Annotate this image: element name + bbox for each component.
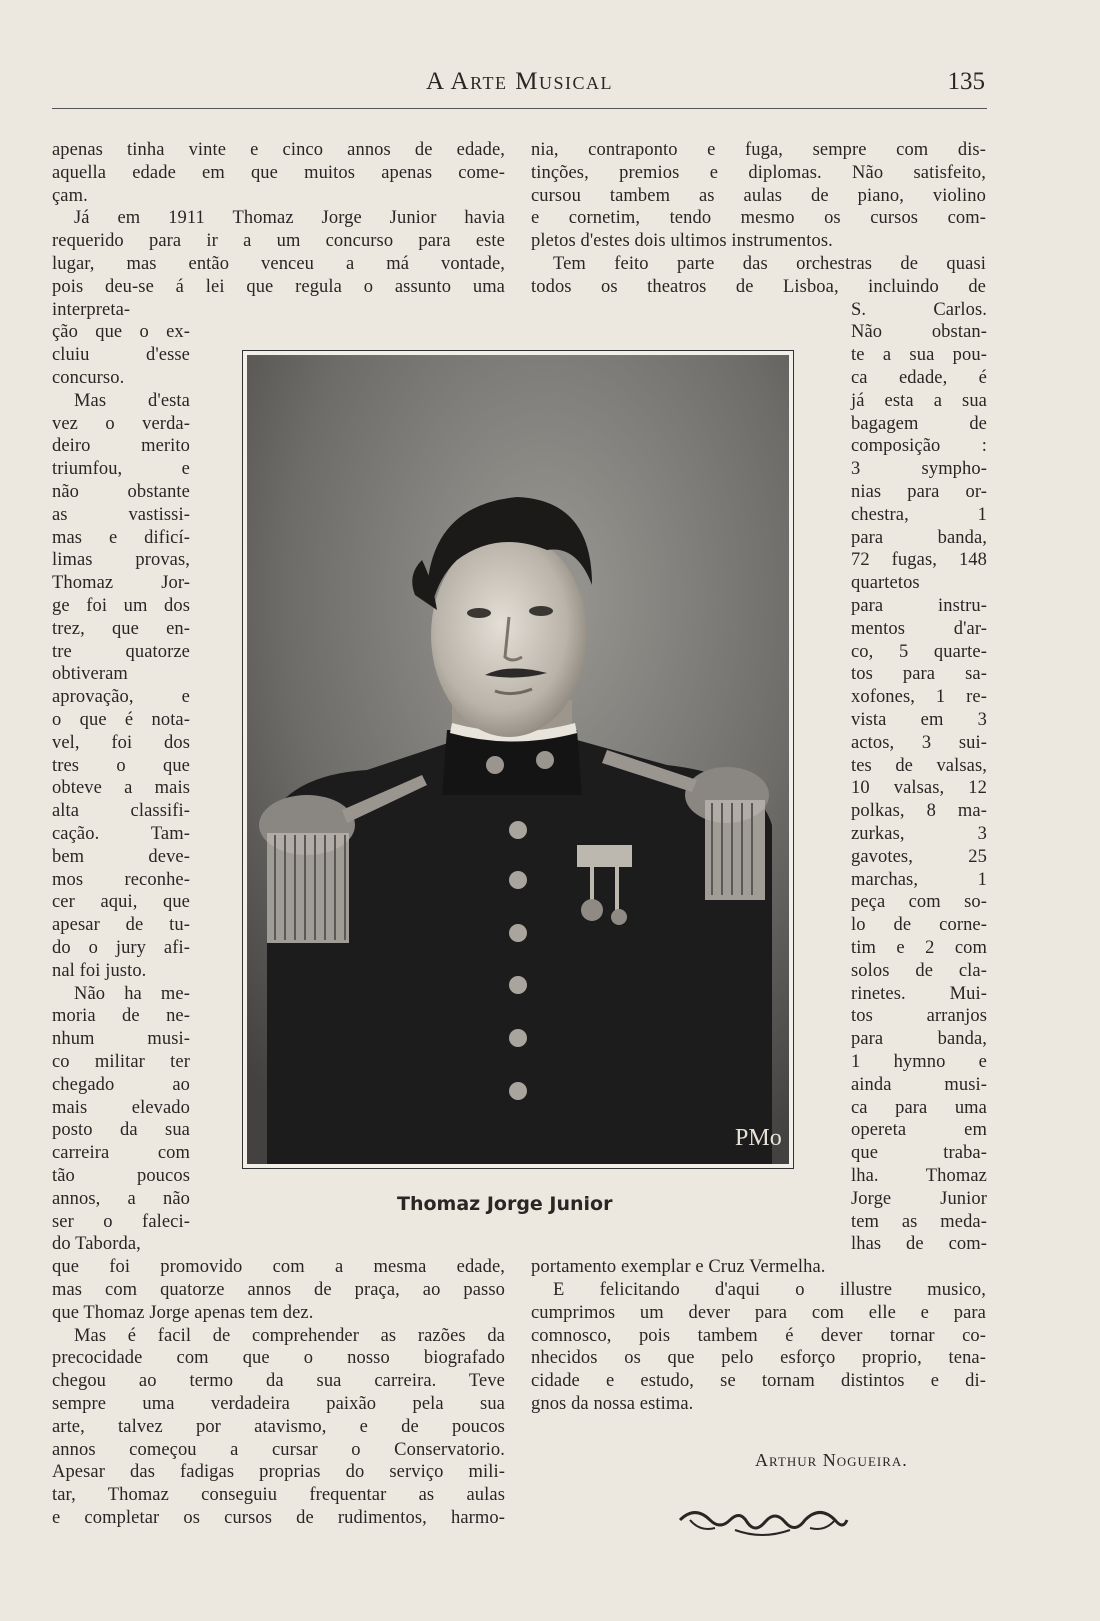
text-line: mentos d'ar- [851,618,987,639]
text-line: pletos d'estes dois ultimos instrumentos. [531,231,833,252]
text-line: lugar, mas então venceu a má vontade, [52,254,505,274]
text-line: não obstante [52,482,190,502]
text-line: marchas, 1 [851,869,987,890]
text-line: Mas d'esta [74,390,190,411]
text-line: requerido para ir a um concurso para este [52,231,505,252]
text-line: çam. [52,185,88,206]
text-line: cursou tambem as aulas de piano, violino [531,185,986,206]
text-line: cidade e estudo, se tornam distintos e di- [531,1371,986,1392]
text-line: tes de valsas, [851,755,987,776]
text-line: opereta em [851,1120,987,1141]
text-line: mas com quatorze annos de praça, ao passo [52,1280,505,1300]
text-line: ge foi um dos [52,596,190,616]
text-line: bem deve- [52,846,190,867]
text-line: limas provas, [52,550,190,571]
text-line: para banda, [851,1029,987,1050]
text-line: pois deu-se á lei que regula o assunto uma [52,276,505,297]
text-line: co, 5 quarte- [851,641,987,662]
text-line: lha. Thomaz [851,1166,987,1186]
text-line: mais elevado [52,1097,190,1118]
text-line: o que é nota- [52,710,190,730]
decorative-flourish-icon [675,1500,850,1540]
text-line: nal foi justo. [52,960,147,981]
text-line: Tem feito parte das orchestras de quasi [553,254,986,274]
text-line: chegado ao [52,1074,190,1095]
text-line: 10 valsas, 12 [851,778,987,799]
portrait-photo [247,355,789,1164]
text-line: para banda, [851,527,987,548]
text-line: Não ha me- [74,983,190,1004]
text-line: mas e dificí- [52,527,190,548]
text-line: que foi promovido com a mesma edade, [52,1257,505,1278]
text-line: tar, Thomaz conseguiu frequentar as aulas [52,1485,505,1506]
text-line: já esta a sua [851,390,987,411]
text-line: do Taborda, [52,1234,141,1255]
text-line: annos começou a cursar o Conservatorio. [52,1439,505,1460]
text-line: nhum musi- [52,1029,190,1050]
text-line: rinetes. Mui- [851,983,987,1004]
text-line: nias para or- [851,482,987,502]
text-line: te a sua pou- [851,345,987,366]
text-line: 3 sympho- [851,459,987,480]
text-line: apenas tinha vinte e cinco annos de edade, [52,140,505,160]
text-line: tos arranjos [851,1006,987,1027]
text-line: carreira com [52,1143,190,1164]
text-line: obteve a mais [52,778,190,799]
text-line: apesar de tu- [52,915,190,936]
portrait-frame [242,350,794,1169]
text-line: precocidade com que o nosso biografado [52,1348,505,1369]
running-title: A Arte Musical [426,68,613,95]
text-line: bagagem de [851,413,987,434]
text-line: 1 hymno e [851,1052,987,1072]
text-line: peça com so- [851,892,987,913]
text-line: ser o faleci- [52,1211,190,1232]
text-line: trez, que en- [52,618,190,639]
text-line: tinções, premios e diplomas. Não satisfeito, [531,162,986,183]
text-line: portamento exemplar e Cruz Vermelha. [531,1257,826,1278]
text-line: tim e 2 com [851,938,987,958]
text-line: tão poucos [52,1166,190,1186]
text-line: nia, contraponto e fuga, sempre com dis- [531,140,986,160]
text-line: ca para uma [851,1097,987,1118]
text-line: tres o que [52,755,190,776]
text-line: que traba- [851,1143,987,1164]
text-line: tos para sa- [851,664,987,685]
text-line: arte, talvez por atavismo, e de poucos [52,1416,505,1437]
text-line: e cornetim, tendo mesmo os cursos com- [531,208,986,229]
text-line: vez o verda- [52,413,190,434]
photographer-monogram: PMo [735,1125,782,1151]
text-line: do o jury afi- [52,938,190,958]
text-line: annos, a não [52,1188,190,1209]
author-signature: Arthur Nogueira. [755,1450,908,1470]
page-header [52,68,987,109]
text-line: Não obstan- [851,322,987,343]
text-line: para instru- [851,596,987,616]
text-line: todos os theatros de Lisboa, incluindo de [531,276,986,297]
text-line: cluiu d'esse [52,345,190,366]
text-line: co militar ter [52,1052,190,1072]
photo-caption: Thomaz Jorge Junior [397,1193,613,1215]
page-number: 135 [947,68,985,95]
text-line: sempre uma verdadeira paixão pela sua [52,1394,505,1414]
text-line: chestra, 1 [851,504,987,525]
text-line: zurkas, 3 [851,824,987,844]
text-line: Mas é facil de comprehender as razões da [74,1325,505,1346]
text-line: concurso. [52,368,125,388]
text-line: Apesar das fadigas proprias do serviço mili- [52,1462,505,1483]
text-line: cer aqui, que [52,892,190,913]
text-line: nhecidos os que pelo esforço proprio, tena- [531,1348,986,1369]
text-line: cação. Tam- [52,824,190,844]
text-line: composição : [851,436,987,457]
text-line: ca edade, é [851,368,987,388]
text-line: alta classifi- [52,801,190,822]
text-line: lhas de com- [851,1234,987,1255]
text-line: tre quatorze [52,641,190,662]
text-line: quartetos [851,573,920,594]
text-line: obtiveram [52,664,128,685]
text-line: e completar os cursos de rudimentos, harmo- [52,1508,505,1528]
text-line: vel, foi dos [52,732,190,753]
text-line: ção que o ex- [52,322,190,343]
text-line: triumfou, e [52,459,190,480]
text-line: interpreta- [52,299,131,320]
text-line: tem as meda- [851,1211,987,1232]
text-line: deiro merito [52,436,190,457]
text-line: solos de cla- [851,960,987,981]
text-line: posto da sua [52,1120,190,1141]
text-line: lo de corne- [851,915,987,936]
text-line: polkas, 8 ma- [851,801,987,822]
text-line: aprovação, e [52,687,190,708]
text-line: xofones, 1 re- [851,687,987,708]
text-line: mos reconhe- [52,869,190,890]
text-line: cumprimos um dever para com elle e para [531,1302,986,1323]
text-line: chegou ao termo da sua carreira. Teve [52,1371,505,1392]
text-line: gavotes, 25 [851,846,987,867]
portrait-illustration [247,355,789,1164]
text-line: gnos da nossa estima. [531,1394,694,1414]
text-line: 72 fugas, 148 [851,550,987,571]
text-line: que Thomaz Jorge apenas tem dez. [52,1302,314,1323]
text-line: moria de ne- [52,1006,190,1027]
text-line: vista em 3 [851,710,987,730]
text-line: Já em 1911 Thomaz Jorge Junior havia [74,208,505,229]
text-line: comnosco, pois tambem é dever tornar co- [531,1325,986,1346]
text-line: ainda musi- [851,1074,987,1095]
text-line: Jorge Junior [851,1188,987,1209]
text-line: S. Carlos. [851,299,987,320]
text-line: actos, 3 sui- [851,732,987,753]
text-line: aquella edade em que muitos apenas come- [52,162,505,183]
text-line: E felicitando d'aqui o illustre musico, [553,1280,986,1300]
text-line: Thomaz Jor- [52,573,190,594]
text-line: as vastissi- [52,504,190,525]
